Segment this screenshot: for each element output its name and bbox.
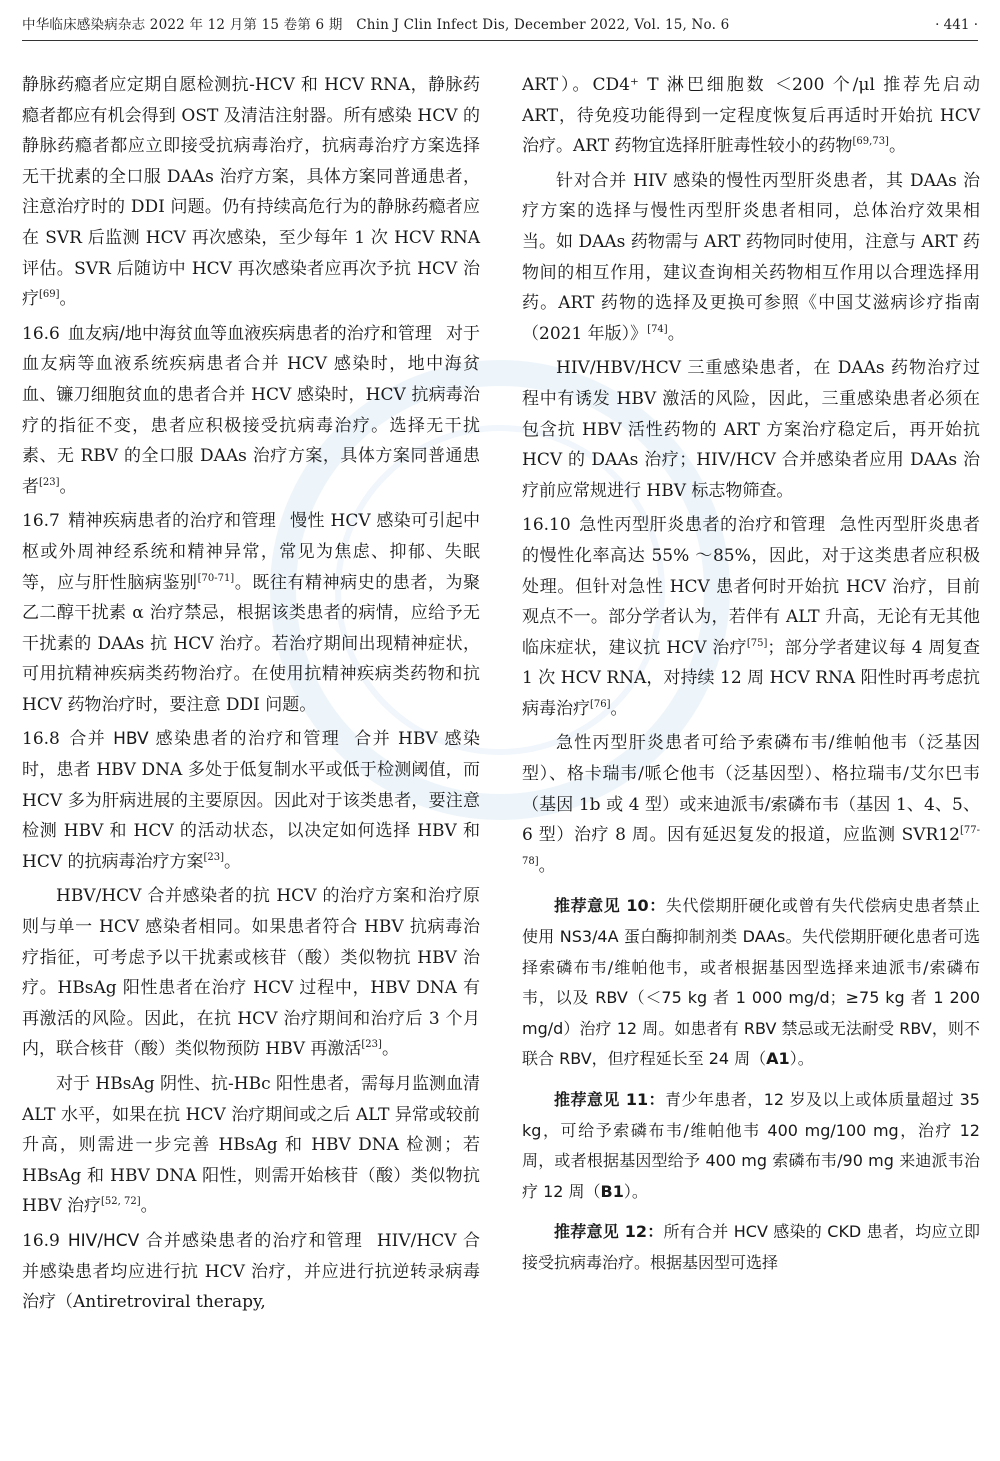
citation: [69] — [39, 289, 60, 301]
paragraph-hbv-hcv: HBV/HCV 合并感染者的抗 HCV 的治疗方案和治疗原则与单一 HCV 感染者相同。如果患者符合 HBV 抗病毒治疗指征，可考虑予以干扰素或核苷（酸）类似物抗 HBV 治疗。HBsAg 阳性患者在治疗 HCV 过程中，HBV DNA 有再激活的风险。因此，在抗 HCV 治疗期间和治疗后 3 个月内，联合核苷（酸）类似物预防 HBV 再激活[23]。 — [22, 886, 480, 1060]
citation: [23] — [39, 476, 60, 488]
page-number: · 441 · — [935, 17, 978, 33]
recommendation-12: 推荐意见 12：所有合并 HCV 感染的 CKD 患者，均应立即接受抗病毒治疗。根据基因型可选择 — [522, 1222, 980, 1272]
paragraph-art: ART）。CD4⁺ T 淋巴细胞数 ＜200 个/μl 推荐先启动 ART，待免疫功能得到一定程度恢复后再适时开始抗 HCV 治疗。ART 药物宜选择肝脏毒性较小的药物[69,73]。 — [522, 75, 980, 157]
section-16-6: 16.6 血友病/地中海贫血等血液疾病患者的治疗和管理 对于血友病等血液系统疾病患者合并 HCV 感染时，地中海贫血、镰刀细胞贫血的患者合并 HCV 感染时，HCV 抗病毒治疗的指征不变，患者应积极接受抗病毒治疗。选择无干扰素、无 RBV 的全口服 DAAs 治疗方案，具体方案同普通患者[23]。 — [22, 323, 480, 497]
paragraph-acute-regimens: 急性丙型肝炎患者可给予索磷布韦/维帕他韦（泛基因型）、格卡瑞韦/哌仑他韦（泛基因型）、格拉瑞韦/艾尔巴韦（基因 1b 或 4 型）或来迪派韦/索磷布韦（基因 1、4、5、6 型）治疗 8 周。因有延迟复发的报道，应监测 SVR12[77-78]。 — [522, 733, 980, 876]
section-title: 精神疾病患者的治疗和管理 — [67, 511, 277, 532]
section-number: 16.8 — [22, 729, 60, 750]
evidence-grade: A1 — [766, 1049, 790, 1069]
citation: [52, 72] — [101, 1196, 141, 1208]
paragraph-triple-infection: HIV/HBV/HCV 三重感染患者，在 DAAs 药物治疗过程中有诱发 HBV 激活的风险，因此，三重感染患者必须在包含抗 HBV 活性药物的 ART 方案治疗稳定后，再开始抗 HCV 的 DAAs 治疗；HIV/HCV 合并感染者应用 DAAs 治疗前应常规进行 HBV 标志物筛查。 — [522, 358, 980, 501]
journal-citation: 中华临床感染病杂志 2022 年 12 月第 15 卷第 6 期 Chin J Clin Infect Dis, December 2022, Vol. 15, No. 6 — [22, 17, 730, 33]
section-number: 16.10 — [522, 515, 571, 536]
section-number: 16.6 — [22, 323, 60, 344]
citation: [69,73] — [852, 136, 889, 148]
citation: [70-71] — [197, 572, 235, 584]
recommendation-label: 推荐意见 11： — [554, 1090, 665, 1109]
citation: [75] — [746, 637, 768, 649]
section-title: 合并 HBV 感染患者的治疗和管理 — [67, 729, 341, 750]
evidence-grade: B1 — [600, 1181, 624, 1201]
paragraph-pwid: 静脉药瘾者应定期自愿检测抗-HCV 和 HCV RNA，静脉药瘾者都应有机会得到 OST 及清洁注射器。所有感染 HCV 的静脉药瘾者都应立即接受抗病毒治疗，抗病毒治疗方案选择无干扰素的全口服 DAAs 治疗方案，具体方案同普通患者，注意治疗时的 DDI 问题。仍有持续高危行为的静脉药瘾者应在 SVR 后监测 HCV 再次感染，至少每年 1 次 HCV RNA 评估。SVR 后随访中 HCV 再次感染者应再次予抗 HCV 治疗[69]。 — [22, 75, 480, 310]
right-column — [522, 70, 980, 1279]
paragraph-hbsag-negative: 对于 HBsAg 阴性、抗-HBc 阳性患者，需每月监测血清 ALT 水平，如果在抗 HCV 治疗期间或之后 ALT 异常或较前升高，则需进一步完善 HBsAg 和 HBV DNA 检测；若 HBsAg 和 HBV DNA 阳性，则需开始核苷（酸）类似物抗 HBV 治疗[52, 72]。 — [22, 1074, 480, 1217]
recommendation-label: 推荐意见 12： — [554, 1222, 664, 1242]
citation: [74] — [647, 323, 668, 335]
section-number: 16.7 — [22, 511, 60, 532]
section-16-9: 16.9 HIV/HCV 合并感染患者的治疗和管理 HIV/HCV 合并感染患者均应进行抗 HCV 治疗，并应进行抗逆转录病毒治疗（Antiretroviral therapy, — [22, 1230, 481, 1313]
section-title: 急性丙型肝炎患者的治疗和管理 — [578, 515, 826, 536]
section-16-8: 16.8 合并 HBV 感染患者的治疗和管理 合并 HBV 感染时，患者 HBV DNA 多处于低复制水平或低于检测阈值，而 HCV 多为肝病进展的主要原因。因此对于该类患者，要注意检测 HBV 和 HCV 的活动状态，以决定如何选择 HBV 和 HCV 的抗病毒治疗方案[23]。 — [22, 729, 480, 872]
left-column — [22, 70, 480, 1318]
recommendation-10: 推荐意见 10：失代偿期肝硬化或曾有失代偿病史患者禁止使用 NS3/4A 蛋白酶抑制剂类 DAAs。失代偿期肝硬化患者可选择索磷布韦/维帕他韦，或者根据基因型选择来迪派韦/索磷布韦，以及 RBV（＜75 kg 者 1 000 mg/d；≥75 kg 者 1 200 mg/d）治疗 12 周。如患者有 RBV 禁忌或无法耐受 RBV，则不联合 RBV，但疗程延长至 24 周（A1）。 — [522, 896, 980, 1069]
section-number: 16.9 — [22, 1230, 60, 1251]
running-header — [22, 10, 978, 41]
paragraph-hiv-coinfection: 针对合并 HIV 感染的慢性丙型肝炎患者，其 DAAs 治疗方案的选择与慢性丙型肝炎患者相同，总体治疗效果相当。如 DAAs 药物需与 ART 药物同时使用，注意与 ART 药物间的相互作用，建议查询相关药物相互作用以合理选择用药。ART 药物的选择及更换可参照《中国艾滋病诊疗指南（2021 年版）》[74]。 — [522, 170, 980, 344]
citation: [77-78] — [522, 825, 980, 867]
section-16-7: 16.7 精神疾病患者的治疗和管理 慢性 HCV 感染可引起中枢或外周神经系统和精神异常，常见为焦虑、抑郁、失眠等，应与肝性脑病鉴别[70-71]。既往有精神病史的患者，为聚乙二醇干扰素 α 治疗禁忌，根据该类患者的病情，应给予无干扰素的 DAAs 抗 HCV 治疗。若治疗期间出现精神症状，可用抗精神疾病类药物治疗。在使用抗精神疾病类药物和抗 HCV 药物治疗时，要注意 DDI 问题。 — [22, 511, 481, 715]
citation: [23] — [361, 1039, 382, 1051]
section-title: HIV/HCV 合并感染患者的治疗和管理 — [67, 1230, 363, 1251]
recommendation-11: 推荐意见 11：青少年患者，12 岁及以上或体质量超过 35 kg，可给予索磷布韦/维帕他韦 400 mg/100 mg，治疗 12 周，或者根据基因型给予 400 mg 索磷布韦/90 mg 来迪派韦治疗 12 周（B1）。 — [522, 1090, 980, 1201]
recommendation-label: 推荐意见 10： — [554, 896, 666, 916]
citation: [23] — [203, 851, 225, 863]
section-title: 血友病/地中海贫血等血液疾病患者的治疗和管理 — [67, 323, 432, 344]
section-16-10: 16.10 急性丙型肝炎患者的治疗和管理 急性丙型肝炎患者的慢性化率高达 55% ～85%，因此，对于这类患者应积极处理。但针对急性 HCV 患者何时开始抗 HCV 治疗，目前观点不一。部分学者认为，若伴有 ALT 升高，无论有无其他临床症状，建议抗 HCV 治疗[75]；部分学者建议每 4 周复查 1 次 HCV RNA，对持续 12 周 HCV RNA 阳性时再考虑抗病毒治疗[76]。 — [522, 515, 981, 719]
citation: [76] — [590, 698, 611, 710]
